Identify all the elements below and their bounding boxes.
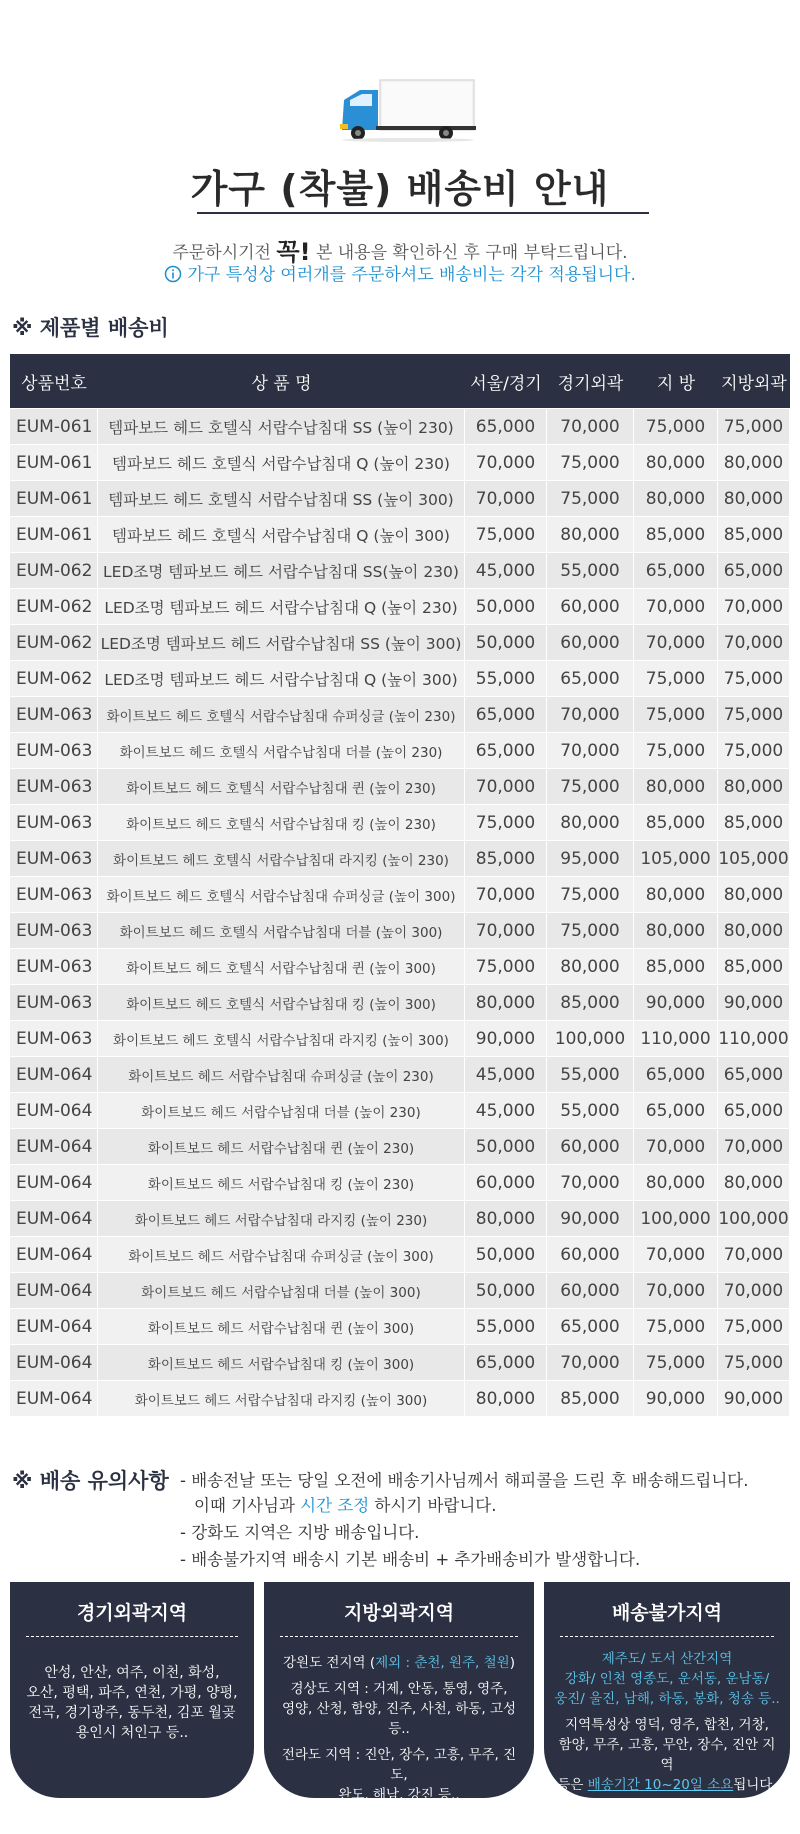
row-price-gyeonggi-outer: 90,000: [547, 1200, 634, 1236]
table-row: [10, 408, 790, 444]
row-product-name: LED조명 템파보드 헤드 서랍수납침대 SS (높이 300): [98, 624, 465, 660]
row-price-gyeonggi-outer: 80,000: [547, 948, 634, 984]
row-price-local: 65,000: [634, 1092, 718, 1128]
table-row: [10, 660, 790, 696]
row-price-seoul: 50,000: [465, 1236, 547, 1272]
notice-line-3: - 강화도 지역은 지방 배송입니다.: [180, 1523, 420, 1542]
row-price-gyeonggi-outer: 95,000: [547, 840, 634, 876]
column-header-gyeonggi-outer: 경기외곽: [547, 354, 634, 408]
row-price-seoul: 75,000: [465, 948, 547, 984]
column-header-local-outer: 지방외곽: [718, 354, 790, 408]
row-price-seoul: 70,000: [465, 912, 547, 948]
region-box-title: 배송불가지역: [611, 1602, 723, 1624]
table-row: [10, 876, 790, 912]
table-row: [10, 516, 790, 552]
row-price-local: 70,000: [634, 588, 718, 624]
row-price-local: 80,000: [634, 1164, 718, 1200]
row-price-local-outer: 70,000: [718, 624, 790, 660]
row-code: EUM-063: [10, 768, 98, 804]
row-price-gyeonggi-outer: 60,000: [547, 588, 634, 624]
row-price-local-outer: 90,000: [718, 1380, 790, 1416]
row-product-name: 템파보드 헤드 호텔식 서랍수납침대 Q (높이 300): [98, 516, 465, 552]
row-code: EUM-064: [10, 1236, 98, 1272]
gangwon-close: ): [509, 1655, 515, 1671]
row-product-name: 화이트보드 헤드 호텔식 서랍수납침대 킹 (높이 300): [98, 984, 465, 1020]
column-header-seoul: 서울/경기: [465, 354, 547, 408]
row-product-name: 화이트보드 헤드 서랍수납침대 라지킹 (높이 300): [98, 1380, 465, 1416]
row-product-name: 화이트보드 헤드 서랍수납침대 퀸 (높이 300): [98, 1308, 465, 1344]
notice-line-2-before: 이때 기사님과: [194, 1496, 295, 1515]
row-code: EUM-064: [10, 1380, 98, 1416]
table-row: [10, 1236, 790, 1272]
row-price-local-outer: 80,000: [718, 876, 790, 912]
row-code: EUM-063: [10, 732, 98, 768]
row-product-name: 화이트보드 헤드 서랍수납침대 킹 (높이 230): [98, 1164, 465, 1200]
table-row: [10, 1344, 790, 1380]
row-price-local: 75,000: [634, 696, 718, 732]
table-row: [10, 588, 790, 624]
row-code: EUM-063: [10, 1020, 98, 1056]
row-price-seoul: 70,000: [465, 876, 547, 912]
row-product-name: 화이트보드 헤드 서랍수납침대 더블 (높이 300): [98, 1272, 465, 1308]
row-price-seoul: 60,000: [465, 1164, 547, 1200]
table-row: [10, 984, 790, 1020]
row-code: EUM-061: [10, 444, 98, 480]
row-code: EUM-061: [10, 480, 98, 516]
row-price-gyeonggi-outer: 60,000: [547, 624, 634, 660]
row-product-name: LED조명 템파보드 헤드 서랍수납침대 Q (높이 300): [98, 660, 465, 696]
table-row: [10, 804, 790, 840]
region-line-duration: [554, 1775, 780, 1795]
row-price-local: 75,000: [634, 1308, 718, 1344]
row-price-gyeonggi-outer: 75,000: [547, 480, 634, 516]
row-product-name: 템파보드 헤드 호텔식 서랍수납침대 SS (높이 230): [98, 408, 465, 444]
region-line: 완도, 해남, 강진 등..: [338, 1787, 460, 1803]
row-price-seoul: 45,000: [465, 552, 547, 588]
rates-section-title: ※ 제품별 배송비: [12, 316, 169, 340]
row-price-gyeonggi-outer: 75,000: [547, 912, 634, 948]
row-price-seoul: 65,000: [465, 696, 547, 732]
row-price-seoul: 50,000: [465, 624, 547, 660]
row-price-gyeonggi-outer: 55,000: [547, 1056, 634, 1092]
row-code: EUM-062: [10, 552, 98, 588]
row-price-local-outer: 85,000: [718, 804, 790, 840]
row-product-name: 화이트보드 헤드 호텔식 서랍수납침대 퀸 (높이 300): [98, 948, 465, 984]
row-price-local: 80,000: [634, 768, 718, 804]
row-product-name: 화이트보드 헤드 호텔식 서랍수납침대 슈퍼싱글 (높이 230): [98, 696, 465, 732]
duration-before: 등은: [557, 1777, 584, 1793]
column-header-product: 상 품 명: [98, 354, 465, 408]
row-code: EUM-064: [10, 1200, 98, 1236]
row-price-local: 70,000: [634, 1272, 718, 1308]
region-line: 안성, 안산, 여주, 이천, 화성,: [44, 1665, 220, 1681]
row-code: EUM-062: [10, 660, 98, 696]
notice-line-4: - 배송불가지역 배송시 기본 배송비 + 추가배송비가 발생합니다.: [180, 1550, 641, 1569]
duration-after: 됩니다.: [733, 1777, 777, 1793]
row-product-name: 화이트보드 헤드 호텔식 서랍수납침대 라지킹 (높이 230): [98, 840, 465, 876]
page-title: 가구 (착불) 배송비 안내: [190, 167, 610, 211]
row-price-local: 65,000: [634, 1056, 718, 1092]
row-price-gyeonggi-outer: 55,000: [547, 1092, 634, 1128]
row-price-local: 85,000: [634, 516, 718, 552]
table-row: [10, 840, 790, 876]
row-price-gyeonggi-outer: 70,000: [547, 696, 634, 732]
notice-line-1: - 배송전날 또는 당일 오전에 배송기사님께서 해피콜을 드린 후 배송해드립니다.: [180, 1471, 749, 1490]
row-price-local: 100,000: [634, 1200, 718, 1236]
row-price-local-outer: 70,000: [718, 1272, 790, 1308]
row-price-local: 70,000: [634, 1236, 718, 1272]
gangwon-label: 강원도 전지역 (: [282, 1655, 376, 1671]
table-row: [10, 444, 790, 480]
notice-line-2: [194, 1492, 496, 1516]
row-price-seoul: 65,000: [465, 1344, 547, 1380]
row-price-local: 80,000: [634, 912, 718, 948]
duration-highlight: 배송기간 10~20일 소요: [587, 1777, 734, 1793]
order-notice-emphasis: 꼭!: [276, 238, 311, 266]
row-price-local-outer: 90,000: [718, 984, 790, 1020]
region-box-title: 지방외곽지역: [343, 1602, 455, 1624]
column-header-local: 지 방: [634, 354, 718, 408]
row-price-seoul: 90,000: [465, 1020, 547, 1056]
row-price-seoul: 55,000: [465, 1308, 547, 1344]
row-price-local: 110,000: [634, 1020, 718, 1056]
row-code: EUM-062: [10, 588, 98, 624]
table-row: [10, 1020, 790, 1056]
row-code: EUM-063: [10, 948, 98, 984]
row-price-seoul: 50,000: [465, 588, 547, 624]
row-price-seoul: 45,000: [465, 1092, 547, 1128]
row-price-local-outer: 70,000: [718, 1128, 790, 1164]
table-row: [10, 1380, 790, 1416]
row-code: EUM-064: [10, 1344, 98, 1380]
table-row: [10, 1272, 790, 1308]
row-code: EUM-064: [10, 1056, 98, 1092]
row-price-gyeonggi-outer: 70,000: [547, 1344, 634, 1380]
row-code: EUM-063: [10, 984, 98, 1020]
row-price-local-outer: 100,000: [718, 1200, 790, 1236]
row-price-seoul: 55,000: [465, 660, 547, 696]
row-product-name: 화이트보드 헤드 호텔식 서랍수납침대 슈퍼싱글 (높이 300): [98, 876, 465, 912]
row-price-seoul: 80,000: [465, 1200, 547, 1236]
row-code: EUM-063: [10, 840, 98, 876]
table-body: [10, 408, 790, 1416]
info-notice: [0, 260, 800, 285]
notice-time-adjust: 시간 조정: [300, 1496, 370, 1515]
row-code: EUM-064: [10, 1128, 98, 1164]
row-price-gyeonggi-outer: 65,000: [547, 660, 634, 696]
row-price-gyeonggi-outer: 85,000: [547, 984, 634, 1020]
row-price-seoul: 80,000: [465, 1380, 547, 1416]
row-price-gyeonggi-outer: 65,000: [547, 1308, 634, 1344]
row-price-local-outer: 80,000: [718, 444, 790, 480]
row-code: EUM-063: [10, 912, 98, 948]
shipping-rates-table: [10, 354, 790, 1416]
row-price-gyeonggi-outer: 70,000: [547, 732, 634, 768]
region-box-unavailable: [544, 1582, 790, 1798]
row-code: EUM-063: [10, 696, 98, 732]
row-price-gyeonggi-outer: 85,000: [547, 1380, 634, 1416]
row-price-gyeonggi-outer: 60,000: [547, 1272, 634, 1308]
row-price-local-outer: 110,000: [718, 1020, 790, 1056]
row-price-local-outer: 70,000: [718, 1236, 790, 1272]
row-price-local-outer: 75,000: [718, 660, 790, 696]
row-price-local: 75,000: [634, 660, 718, 696]
row-product-name: 화이트보드 헤드 호텔식 서랍수납침대 라지킹 (높이 300): [98, 1020, 465, 1056]
row-price-gyeonggi-outer: 100,000: [547, 1020, 634, 1056]
order-notice-after: 본 내용을 확인하신 후 구매 부탁드립니다.: [315, 243, 628, 263]
row-price-local-outer: 105,000: [718, 840, 790, 876]
region-line: 웅진/ 울진, 남해, 하동, 봉화, 청송 등..: [554, 1691, 780, 1707]
row-price-seoul: 70,000: [465, 480, 547, 516]
row-price-local-outer: 65,000: [718, 552, 790, 588]
row-price-gyeonggi-outer: 80,000: [547, 804, 634, 840]
region-line: 제주도/ 도서 산간지역: [601, 1651, 733, 1667]
region-line: 영양, 산청, 함양, 진주, 사천, 하동, 고성 등..: [281, 1701, 517, 1737]
row-price-gyeonggi-outer: 70,000: [547, 408, 634, 444]
row-price-seoul: 70,000: [465, 768, 547, 804]
row-price-local: 90,000: [634, 984, 718, 1020]
row-price-local: 90,000: [634, 1380, 718, 1416]
region-line: 경상도 지역 : 거제, 안동, 통영, 영주,: [290, 1681, 508, 1697]
region-line: 전라도 지역 : 진안, 장수, 고흥, 무주, 진도,: [281, 1747, 517, 1783]
row-price-local-outer: 75,000: [718, 1344, 790, 1380]
row-code: EUM-064: [10, 1308, 98, 1344]
table-row: [10, 1056, 790, 1092]
row-product-name: 화이트보드 헤드 서랍수납침대 킹 (높이 300): [98, 1344, 465, 1380]
row-code: EUM-062: [10, 624, 98, 660]
row-price-local: 65,000: [634, 552, 718, 588]
notice-title: ※ 배송 유의사항: [12, 1469, 169, 1493]
table-row: [10, 732, 790, 768]
row-price-local: 80,000: [634, 444, 718, 480]
row-price-seoul: 65,000: [465, 408, 547, 444]
table-row: [10, 624, 790, 660]
row-product-name: 화이트보드 헤드 호텔식 서랍수납침대 더블 (높이 300): [98, 912, 465, 948]
gangwon-exclusions: 제외 : 춘천, 원주, 철원: [375, 1655, 510, 1671]
info-notice-text: 가구 특성상 여러개를 주문하셔도 배송비는 각각 적용됩니다.: [187, 265, 636, 285]
region-line: 용인시 처인구 등..: [75, 1725, 189, 1741]
row-price-gyeonggi-outer: 75,000: [547, 876, 634, 912]
row-price-local-outer: 80,000: [718, 912, 790, 948]
table-row: [10, 552, 790, 588]
row-product-name: LED조명 템파보드 헤드 서랍수납침대 SS(높이 230): [98, 552, 465, 588]
table-row: [10, 912, 790, 948]
row-price-local-outer: 65,000: [718, 1092, 790, 1128]
row-product-name: 템파보드 헤드 호텔식 서랍수납침대 Q (높이 230): [98, 444, 465, 480]
row-price-seoul: 75,000: [465, 516, 547, 552]
order-notice-before: 주문하시기전: [172, 243, 271, 263]
table-row: [10, 1308, 790, 1344]
info-circle-icon: [164, 265, 182, 283]
row-price-local: 70,000: [634, 1128, 718, 1164]
row-code: EUM-061: [10, 408, 98, 444]
row-price-local: 75,000: [634, 1344, 718, 1380]
row-price-gyeonggi-outer: 80,000: [547, 516, 634, 552]
region-line: 강화/ 인천 영종도, 운서동, 운남동/: [564, 1671, 770, 1687]
region-box-local-outer: [264, 1582, 534, 1803]
row-price-seoul: 75,000: [465, 804, 547, 840]
row-price-local: 85,000: [634, 948, 718, 984]
row-price-local: 75,000: [634, 408, 718, 444]
delivery-truck-icon: [338, 78, 478, 142]
row-price-gyeonggi-outer: 55,000: [547, 552, 634, 588]
column-header-code: 상품번호: [10, 354, 98, 408]
region-box-gyeonggi-outer: [10, 1582, 254, 1798]
row-price-gyeonggi-outer: 60,000: [547, 1236, 634, 1272]
row-price-local-outer: 65,000: [718, 1056, 790, 1092]
row-code: EUM-064: [10, 1164, 98, 1200]
region-line: 함양, 무주, 고흥, 무안, 장수, 진안 지역: [558, 1737, 776, 1773]
row-price-local-outer: 80,000: [718, 768, 790, 804]
table-row: [10, 948, 790, 984]
region-line: 오산, 평택, 파주, 연천, 가평, 양평,: [26, 1685, 238, 1701]
row-product-name: LED조명 템파보드 헤드 서랍수납침대 Q (높이 230): [98, 588, 465, 624]
row-product-name: 화이트보드 헤드 서랍수납침대 슈퍼싱글 (높이 230): [98, 1056, 465, 1092]
row-code: EUM-063: [10, 876, 98, 912]
row-price-local: 85,000: [634, 804, 718, 840]
row-price-seoul: 85,000: [465, 840, 547, 876]
table-row: [10, 1164, 790, 1200]
row-code: EUM-064: [10, 1272, 98, 1308]
table-row: [10, 1200, 790, 1236]
row-product-name: 화이트보드 헤드 서랍수납침대 슈퍼싱글 (높이 300): [98, 1236, 465, 1272]
row-price-local-outer: 85,000: [718, 516, 790, 552]
row-price-seoul: 70,000: [465, 444, 547, 480]
row-price-gyeonggi-outer: 75,000: [547, 768, 634, 804]
row-product-name: 화이트보드 헤드 서랍수납침대 라지킹 (높이 230): [98, 1200, 465, 1236]
region-line-gangwon: [274, 1653, 524, 1673]
row-price-seoul: 65,000: [465, 732, 547, 768]
row-product-name: 화이트보드 헤드 서랍수납침대 퀸 (높이 230): [98, 1128, 465, 1164]
table-row: [10, 696, 790, 732]
row-price-gyeonggi-outer: 70,000: [547, 1164, 634, 1200]
row-price-local-outer: 80,000: [718, 1164, 790, 1200]
row-price-local-outer: 70,000: [718, 588, 790, 624]
region-line: 지역특성상 영덕, 영주, 합천, 거창,: [565, 1717, 769, 1733]
notice-line-2-after: 하시기 바랍니다.: [374, 1496, 497, 1515]
row-price-local-outer: 75,000: [718, 1308, 790, 1344]
row-price-local-outer: 85,000: [718, 948, 790, 984]
row-product-name: 화이트보드 헤드 호텔식 서랍수납침대 킹 (높이 230): [98, 804, 465, 840]
row-price-local: 80,000: [634, 876, 718, 912]
region-line: 전곡, 경기광주, 동두천, 김포 월곶: [28, 1705, 236, 1721]
row-price-seoul: 50,000: [465, 1128, 547, 1164]
table-row: [10, 1092, 790, 1128]
row-price-local: 80,000: [634, 480, 718, 516]
row-price-local-outer: 80,000: [718, 480, 790, 516]
row-price-seoul: 80,000: [465, 984, 547, 1020]
table-row: [10, 480, 790, 516]
row-price-local-outer: 75,000: [718, 732, 790, 768]
row-code: EUM-064: [10, 1092, 98, 1128]
row-product-name: 템파보드 헤드 호텔식 서랍수납침대 SS (높이 300): [98, 480, 465, 516]
row-product-name: 화이트보드 헤드 호텔식 서랍수납침대 퀸 (높이 230): [98, 768, 465, 804]
row-price-seoul: 50,000: [465, 1272, 547, 1308]
row-price-local-outer: 75,000: [718, 696, 790, 732]
row-code: EUM-061: [10, 516, 98, 552]
row-price-local: 105,000: [634, 840, 718, 876]
row-product-name: 화이트보드 헤드 호텔식 서랍수납침대 더블 (높이 230): [98, 732, 465, 768]
row-code: EUM-063: [10, 804, 98, 840]
row-price-seoul: 45,000: [465, 1056, 547, 1092]
row-price-local: 75,000: [634, 732, 718, 768]
table-row: [10, 1128, 790, 1164]
title-underline: [197, 212, 649, 214]
row-price-local-outer: 75,000: [718, 408, 790, 444]
row-price-local: 70,000: [634, 624, 718, 660]
table-header-row: [10, 354, 790, 408]
row-price-gyeonggi-outer: 60,000: [547, 1128, 634, 1164]
row-price-gyeonggi-outer: 75,000: [547, 444, 634, 480]
row-product-name: 화이트보드 헤드 서랍수납침대 더블 (높이 230): [98, 1092, 465, 1128]
table-row: [10, 768, 790, 804]
region-box-title: 경기외곽지역: [76, 1602, 188, 1624]
